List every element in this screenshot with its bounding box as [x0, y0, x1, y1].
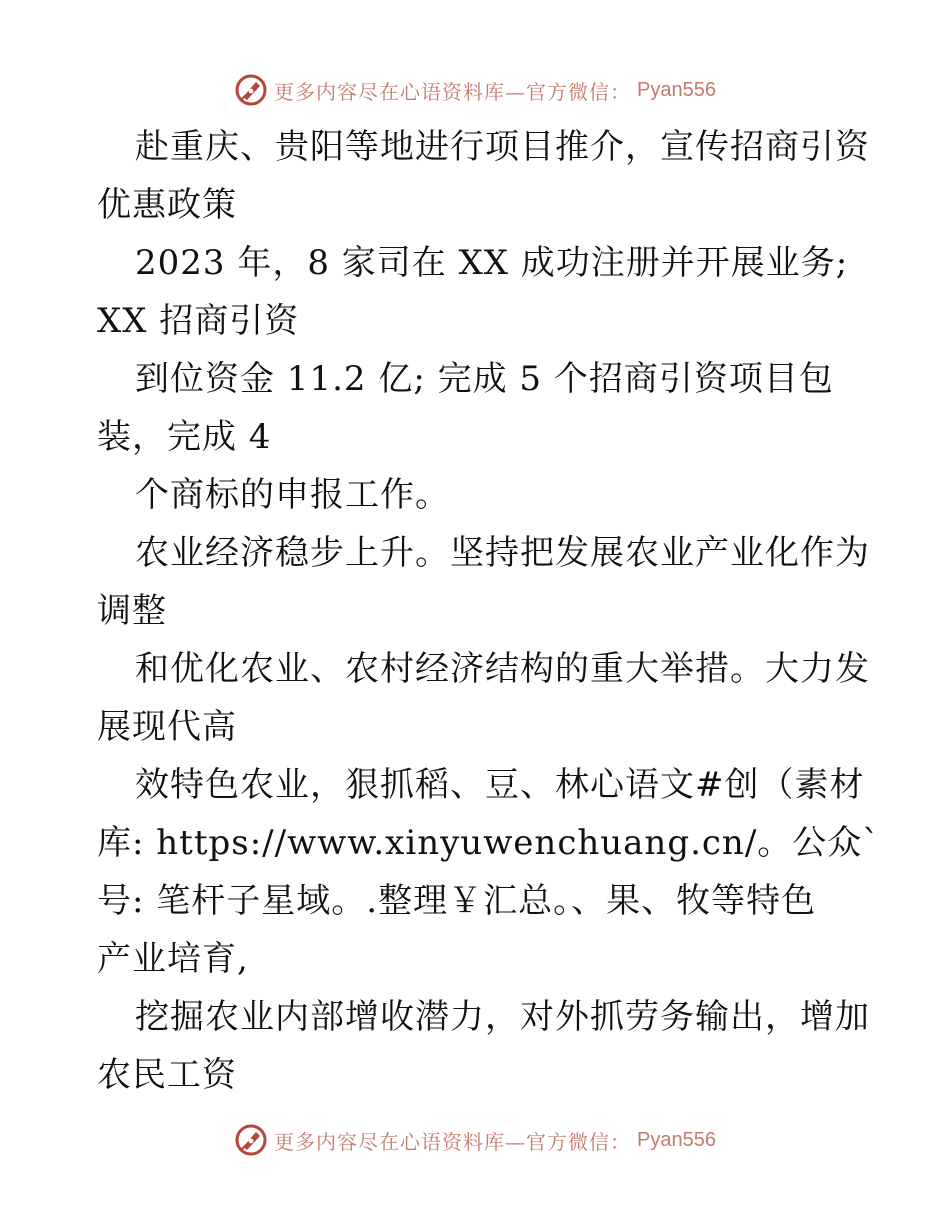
watermark-text: 更多内容尽在心语资料库—官方微信：: [274, 79, 632, 104]
header-watermark: [0, 70, 950, 110]
paragraph-line: 号: 笔杆子星域。.整理￥汇总。、果、牧等特色: [97, 881, 817, 921]
watermark-wechat-id: Pyan556: [637, 1128, 716, 1151]
pen-nib-logo-icon: [234, 73, 268, 107]
paragraph-line: 优惠政策: [97, 185, 237, 225]
paragraph-line: 装，完成 4: [97, 417, 272, 457]
paragraph-line: 农业经济稳步上升。坚持把发展农业产业化作为: [135, 533, 870, 573]
paragraph-line: 到位资金 11.2 亿; 完成 5 个招商引资项目包: [135, 359, 834, 399]
paragraph-line: 效特色农业，狠抓稻、豆、林心语文#创（素材: [135, 765, 865, 805]
paragraph-line: 和优化农业、农村经济结构的重大举措。大力发: [135, 649, 870, 689]
footer-watermark: [0, 1120, 950, 1160]
paragraph-line: 2023 年，8 家司在 XX 成功注册并开展业务;: [135, 243, 849, 283]
paragraph-line: 调整: [97, 591, 167, 631]
watermark-wechat-id: Pyan556: [637, 78, 716, 101]
paragraph-line: 挖掘农业内部增收潜力，对外抓劳务输出，增加: [135, 997, 870, 1037]
watermark-text: 更多内容尽在心语资料库—官方微信：: [274, 1129, 632, 1154]
paragraph-line: XX 招商引资: [97, 301, 300, 341]
pen-nib-logo-icon: [234, 1123, 268, 1157]
paragraph-line: 赴重庆、贵阳等地进行项目推介，宣传招商引资: [135, 127, 870, 167]
paragraph-line: 展现代高: [97, 707, 237, 747]
paragraph-line: 产业培育,: [97, 939, 249, 979]
paragraph-line: 库: https://www.xinyuwenchuang.cn/。公众`: [97, 823, 881, 863]
paragraph-line: 农民工资: [97, 1055, 237, 1095]
paragraph-line: 个商标的申报工作。: [135, 475, 450, 515]
